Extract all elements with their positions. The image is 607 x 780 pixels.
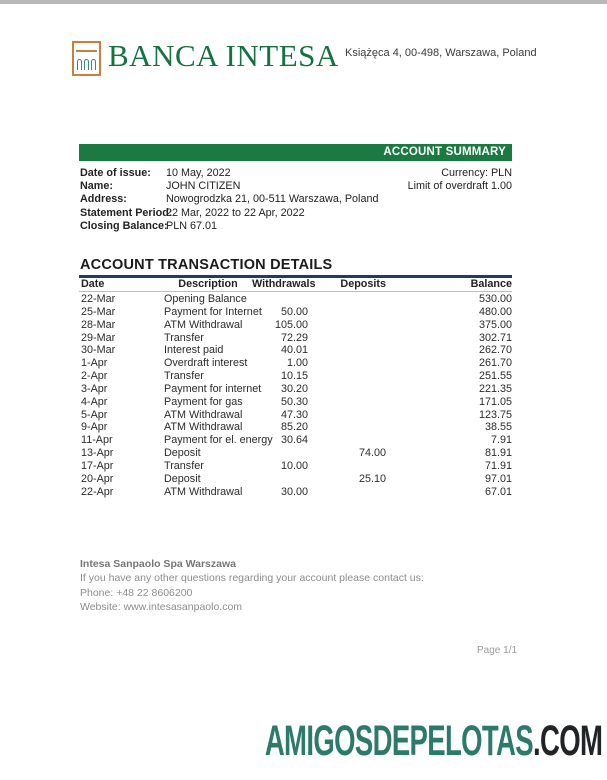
summary-field-label: Name: xyxy=(80,180,114,193)
cell-balance: 251.55 xyxy=(478,370,512,383)
footer-block xyxy=(80,557,424,614)
summary-field-row xyxy=(80,207,378,220)
cell-balance: 171.05 xyxy=(478,395,512,408)
cell-deposit xyxy=(308,293,386,306)
page-number: Page 1/1 xyxy=(477,645,518,656)
cell-date: 20-Apr xyxy=(81,472,114,485)
logo-arch-icon xyxy=(77,59,82,70)
cell-balance: 38.55 xyxy=(484,421,512,434)
cell-deposit: 25.10 xyxy=(358,472,386,485)
cell-withdrawal: 50.30 xyxy=(280,395,308,408)
cell-date: 28-Mar xyxy=(81,318,116,331)
cell-balance: 67.01 xyxy=(484,485,512,498)
column-header-deposits: Deposits xyxy=(340,278,386,290)
cell-description: Interest paid xyxy=(164,344,224,357)
cell-balance: 302.71 xyxy=(478,331,512,344)
cell-date: 1-Apr xyxy=(81,357,108,370)
transaction-row xyxy=(79,421,512,434)
column-header-balance: Balance xyxy=(470,278,512,290)
summary-right-block xyxy=(408,167,512,193)
cell-deposit xyxy=(308,357,386,370)
column-header-withdrawals: Withdrawals xyxy=(252,278,316,290)
summary-field-row xyxy=(80,193,378,206)
cell-withdrawal: 30.64 xyxy=(280,434,308,447)
cell-balance: 530.00 xyxy=(478,293,512,305)
transaction-row xyxy=(79,486,512,499)
currency-label: Currency: PLN xyxy=(441,167,512,179)
watermark-main-text: AMIGOSDEPELOTAS xyxy=(264,717,533,765)
cell-balance: 123.75 xyxy=(478,408,512,421)
cell-description: Transfer xyxy=(164,331,204,344)
transactions-title: ACCOUNT TRANSACTION DETAILS xyxy=(80,257,333,273)
cell-deposit xyxy=(308,409,386,422)
cell-withdrawal xyxy=(252,473,308,486)
cell-balance: 81.91 xyxy=(484,447,512,460)
cell-description: ATM Withdrawal xyxy=(164,485,243,498)
cell-date: 13-Apr xyxy=(81,447,114,460)
footer-company: Intesa Sanpaolo Spa Warszawa xyxy=(80,558,236,570)
account-summary-bar: ACCOUNT SUMMARY xyxy=(79,144,512,161)
cell-date: 5-Apr xyxy=(81,408,108,421)
bank-name: BANCA INTESA xyxy=(108,38,339,73)
cell-deposit xyxy=(308,319,386,332)
footer-website: Website: www.intesasanpaolo.com xyxy=(80,600,243,613)
summary-field-value: PLN 67.01 xyxy=(166,219,218,232)
cell-withdrawal: 40.01 xyxy=(280,344,308,357)
cell-withdrawal: 85.20 xyxy=(280,421,308,434)
cell-date: 17-Apr xyxy=(81,459,114,472)
transaction-row xyxy=(79,473,512,486)
transaction-row xyxy=(79,409,512,422)
transactions-rows xyxy=(79,293,512,499)
cell-description: Payment for Internet xyxy=(164,305,262,318)
summary-field-value: JOHN CITIZEN xyxy=(166,180,241,193)
footer-contact-line: If you have any other questions regarding your account please contact us: xyxy=(80,572,424,585)
transaction-row xyxy=(79,383,512,396)
cell-description: Payment for el. energy xyxy=(164,434,273,447)
cell-balance: 221.35 xyxy=(478,382,512,395)
cell-date: 9-Apr xyxy=(81,421,108,434)
cell-withdrawal: 50.00 xyxy=(280,305,308,318)
site-watermark xyxy=(265,717,602,766)
cell-description: Transfer xyxy=(164,459,204,472)
cell-description: ATM Withdrawal xyxy=(164,318,243,331)
summary-field-label: Closing Balance: xyxy=(80,219,168,232)
cell-withdrawal: 30.00 xyxy=(280,485,308,498)
cell-withdrawal xyxy=(252,293,308,306)
cell-withdrawal: 47.30 xyxy=(280,408,308,421)
cell-deposit xyxy=(308,421,386,434)
cell-description: Overdraft interest xyxy=(164,357,248,370)
cell-date: 11-Apr xyxy=(81,434,113,447)
window-top-bar xyxy=(0,0,607,4)
cell-description: ATM Withdrawal xyxy=(164,421,243,434)
footer-phone: Phone: +48 22 8606200 xyxy=(80,586,193,599)
bank-address: Książęca 4, 00-498, Warszawa, Poland xyxy=(345,47,537,59)
transaction-row xyxy=(79,293,512,306)
cell-deposit xyxy=(308,332,386,345)
cell-deposit xyxy=(308,344,386,357)
logo-horizontal-line xyxy=(76,50,97,52)
summary-field-value: 22 Mar, 2022 to 22 Apr, 2022 xyxy=(166,206,305,219)
cell-date: 29-Mar xyxy=(81,331,116,344)
transaction-row xyxy=(79,396,512,409)
summary-field-label: Date of issue: xyxy=(80,167,151,179)
summary-field-value: Nowogrodzka 21, 00-511 Warszawa, Poland xyxy=(166,193,379,206)
cell-date: 2-Apr xyxy=(81,370,108,383)
cell-description: Payment for internet xyxy=(164,382,262,395)
cell-description: Deposit xyxy=(164,472,201,485)
cell-description: Deposit xyxy=(164,447,201,460)
transaction-row xyxy=(79,357,512,370)
cell-balance: 97.01 xyxy=(484,472,512,485)
transaction-row xyxy=(79,332,512,345)
cell-deposit xyxy=(308,434,386,447)
bank-logo-icon xyxy=(72,41,101,76)
summary-field-label: Statement Period: xyxy=(80,206,173,219)
column-header-description: Description xyxy=(178,278,238,290)
summary-fields xyxy=(80,167,378,233)
transaction-row xyxy=(79,344,512,357)
transactions-header-row xyxy=(79,278,512,292)
cell-balance: 480.00 xyxy=(478,305,512,318)
watermark-suffix-text: .COM xyxy=(532,717,602,765)
cell-deposit xyxy=(308,306,386,319)
logo-arch-icon xyxy=(91,59,96,70)
summary-field-label: Address: xyxy=(80,193,127,206)
logo-arch-icon xyxy=(84,59,89,70)
column-header-date: Date xyxy=(81,278,105,290)
summary-field-row xyxy=(80,180,378,193)
transaction-row xyxy=(79,460,512,473)
summary-field-row xyxy=(80,220,378,233)
transaction-row xyxy=(79,306,512,319)
transaction-row xyxy=(79,447,512,460)
transaction-row xyxy=(79,319,512,332)
cell-balance: 261.70 xyxy=(478,357,512,370)
cell-date: 4-Apr xyxy=(81,395,108,408)
cell-date: 22-Mar xyxy=(81,293,116,305)
summary-field-row xyxy=(80,167,378,180)
cell-withdrawal: 30.20 xyxy=(280,382,308,395)
cell-description: Transfer xyxy=(164,370,204,383)
cell-deposit xyxy=(308,486,386,499)
cell-balance: 262.70 xyxy=(478,344,512,357)
cell-date: 30-Mar xyxy=(81,344,116,357)
cell-deposit xyxy=(308,370,386,383)
cell-balance: 7.91 xyxy=(490,434,512,447)
summary-field-value: 10 May, 2022 xyxy=(166,167,231,179)
cell-description: Opening Balance xyxy=(164,293,247,305)
cell-withdrawal xyxy=(252,447,308,460)
cell-withdrawal: 10.15 xyxy=(280,370,308,383)
cell-withdrawal: 10.00 xyxy=(280,459,308,472)
cell-balance: 71.91 xyxy=(484,459,512,472)
cell-description: Payment for gas xyxy=(164,395,243,408)
cell-deposit xyxy=(308,460,386,473)
cell-description: ATM Withdrawal xyxy=(164,408,243,421)
transaction-row xyxy=(79,434,512,447)
cell-withdrawal: 1.00 xyxy=(286,357,308,370)
cell-deposit: 74.00 xyxy=(358,447,386,460)
cell-date: 25-Mar xyxy=(81,305,116,318)
cell-withdrawal: 105.00 xyxy=(274,318,308,331)
overdraft-limit-label: Limit of overdraft 1.00 xyxy=(407,180,512,193)
cell-deposit xyxy=(308,383,386,396)
cell-date: 3-Apr xyxy=(81,382,108,395)
cell-deposit xyxy=(308,396,386,409)
transaction-row xyxy=(79,370,512,383)
cell-balance: 375.00 xyxy=(478,318,512,331)
cell-date: 22-Apr xyxy=(81,485,114,498)
logo-arches-icon xyxy=(76,59,97,70)
cell-withdrawal: 72.29 xyxy=(280,331,308,344)
